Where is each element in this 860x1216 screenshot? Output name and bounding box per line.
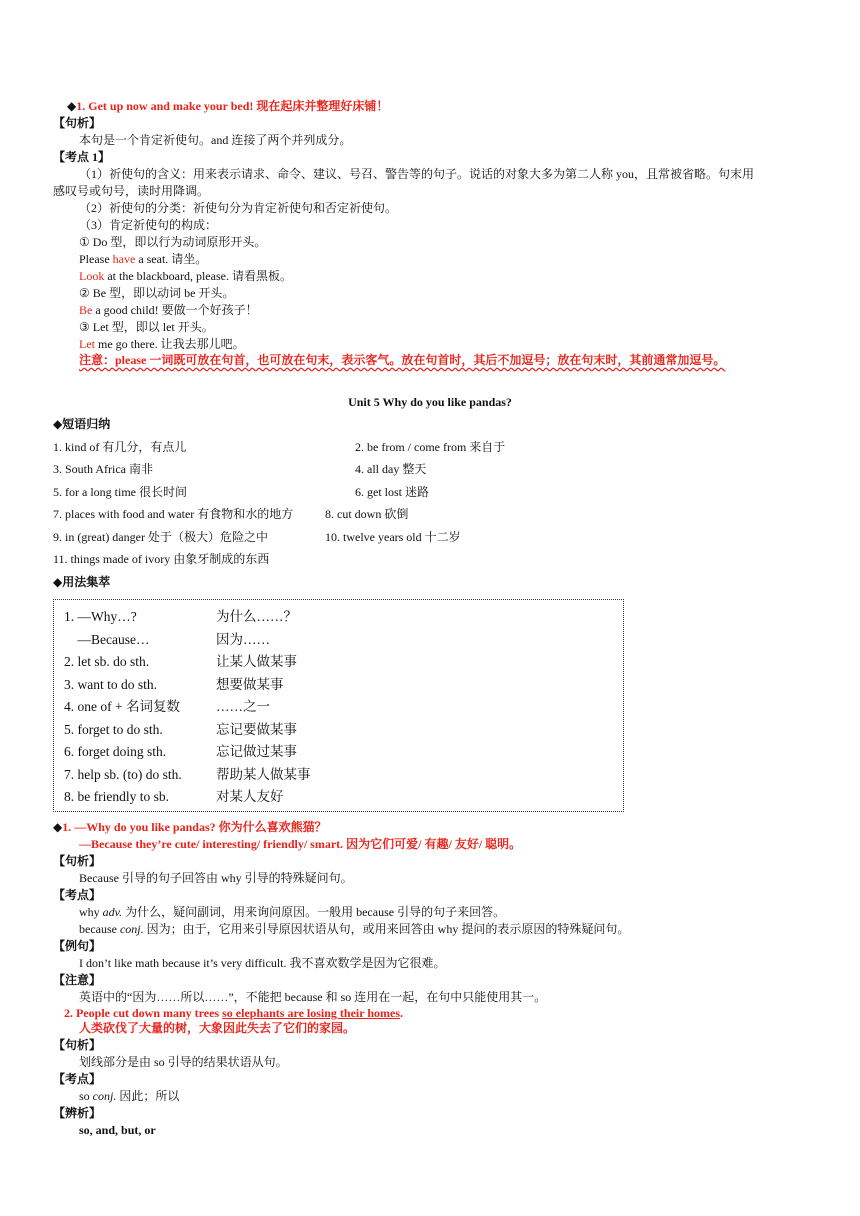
- usage-cn: 忘记要做某事: [216, 722, 297, 737]
- usage-cn: 想要做某事: [216, 677, 284, 692]
- be-type: ② Be 型，即以动词 be 开头。: [79, 286, 235, 300]
- phrase-item: 11. things made of ivory 由象牙制成的东西: [53, 552, 270, 566]
- phrase-item: 3. South Africa 南非: [53, 462, 153, 476]
- phrase-item: 2. be from / come from 来自于: [355, 440, 506, 454]
- jx-text-3: 划线部分是由 so 引导的结果状语从句。: [79, 1055, 288, 1069]
- zy-label: 【注意】: [53, 973, 102, 987]
- do-type: ① Do 型，即以行为动词原形开头。: [79, 235, 267, 249]
- usage-cn: 为什么……？: [216, 609, 297, 624]
- lj-text: I don’t like math because it’s very difficult. 我不喜欢数学是因为它很难。: [79, 956, 446, 970]
- diamond-bullet-icon: ◆: [67, 99, 77, 113]
- example-4: Let me go there. 让我去那儿吧。: [79, 337, 245, 351]
- so-explain: so conj. 因此；所以: [79, 1089, 180, 1103]
- lj-label: 【例句】: [53, 939, 102, 953]
- usage-en: 7. help sb. (to) do sth.: [64, 767, 182, 782]
- usage-cn: 帮助某人做某事: [216, 767, 311, 782]
- phrase-item: 9. in (great) danger 处于（极大）危险之中: [53, 530, 268, 544]
- why-question: ◆1. —Why do you like pandas? 你为什么喜欢熊猫？: [53, 820, 327, 834]
- so-question: 2. People cut down many trees so elephants are losing their homes.: [64, 1006, 404, 1020]
- usage-cn: ……之一: [216, 699, 270, 714]
- phrases-heading: ◆短语归纳: [53, 417, 111, 431]
- phrase-item: 1. kind of 有几分，有点儿: [53, 440, 187, 454]
- phrase-item: 6. get lost 迷路: [355, 485, 429, 499]
- section1-heading: ◆1. Get up now and make your bed! 现在起床并整理好床铺！: [67, 99, 389, 113]
- example-3: Be a good child! 要做一个好孩子！: [79, 303, 258, 317]
- usage-en: 6. forget doing sth.: [64, 744, 167, 759]
- kd-label-3: 【考点】: [53, 1072, 102, 1086]
- jx-label-3: 【句析】: [53, 1038, 102, 1052]
- jx-text-2: Because 引导的句子回答由 why 引导的特殊疑问句。: [79, 871, 353, 885]
- phrase-item: 5. for a long time 很长时间: [53, 485, 187, 499]
- because-explain: because conj. 因为；由于，它用来引导原因状语从句，或用来回答由 why 提问的表示原因的特殊疑问句。: [79, 922, 630, 936]
- phrase-item: 10. twelve years old 十二岁: [325, 530, 461, 544]
- jx-label-2: 【句析】: [53, 854, 102, 868]
- usage-cn: 忘记做过某事: [216, 744, 297, 759]
- example-2: Look at the blackboard, please. 请看黑板。: [79, 269, 292, 283]
- example-1: Please have a seat. 请坐。: [79, 252, 208, 266]
- usage-en: 2. let sb. do sth.: [64, 654, 150, 669]
- kd-label-2: 【考点】: [53, 888, 102, 902]
- usage-en: 3. want to do sth.: [64, 677, 157, 692]
- so-question-cn: 人类砍伐了大量的树，大象因此失去了它们的家园。: [79, 1021, 356, 1035]
- bx-label: 【辨析】: [53, 1106, 102, 1120]
- usage-cn: 对某人友好: [216, 789, 284, 804]
- phrase-item: 8. cut down 砍倒: [325, 507, 409, 521]
- jx-label-1: 【句析】: [53, 116, 102, 130]
- usage-en: —Because…: [64, 632, 150, 647]
- why-explain: why adv. 为什么，疑问副词，用来询问原因。一般用 because 引导的句子来回答。: [79, 905, 506, 919]
- jx-text-1: 本句是一个肯定祈使句。and 连接了两个并列成分。: [79, 133, 352, 147]
- kd-p2: （2）祈使句的分类：祈使句分为肯定祈使句和否定祈使句。: [79, 201, 398, 215]
- please-note: 注意：please 一词既可放在句首，也可放在句末，表示客气。放在句首时，其后不加逗号；放在句末时，其前通常加逗号。: [79, 353, 726, 367]
- usage-heading: ◆用法集萃: [53, 575, 111, 589]
- kd-p1-a: （1）祈使句的含义：用来表示请求、命令、建议、号召、警告等的句子。说话的对象大多为第二人称 you，且常被省略。句末用: [79, 167, 755, 181]
- bx-text: so, and, but, or: [79, 1123, 156, 1137]
- usage-cn: 因为……: [216, 632, 270, 647]
- kd-p3: （3）肯定祈使句的构成：: [79, 218, 218, 232]
- usage-en: 4. one of + 名词复数: [64, 699, 180, 714]
- usage-en: 1. —Why…?: [64, 609, 137, 624]
- because-answer: —Because they’re cute/ interesting/ friendly/ smart. 因为它们可爱/ 有趣/ 友好/ 聪明。: [79, 837, 522, 851]
- usage-en: 5. forget to do sth.: [64, 722, 163, 737]
- kd-p1-b: 感叹号或句号，读时用降调。: [53, 184, 210, 198]
- phrase-item: 7. places with food and water 有食物和水的地方: [53, 507, 294, 521]
- zy-text: 英语中的“因为……所以……”，不能把 because 和 so 连用在一起，在句中只能使用其一。: [79, 990, 547, 1004]
- usage-en: 8. be friendly to sb.: [64, 789, 169, 804]
- usage-cn: 让某人做某事: [216, 654, 297, 669]
- phrase-item: 4. all day 整天: [355, 462, 427, 476]
- unit-title: Unit 5 Why do you like pandas?: [348, 395, 512, 409]
- let-type: ③ Let 型，即以 let 开头。: [79, 320, 214, 334]
- kd-label-1: 【考点 1】: [53, 150, 111, 164]
- diamond-bullet-icon: ◆: [53, 820, 63, 834]
